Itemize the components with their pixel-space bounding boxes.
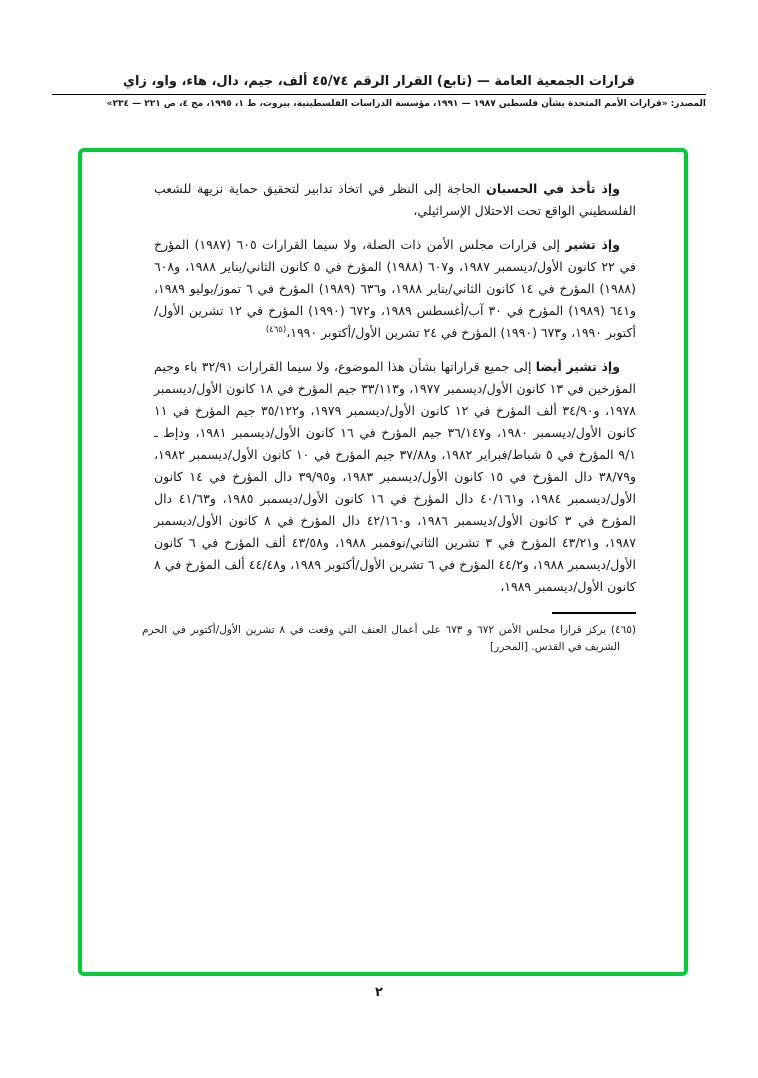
resolution-paragraph: وإذ تأخذ في الحسبان الحاجة إلى النظر في اتخاذ تدابير لتحقيق حماية نزيهة للشعب الفلسطيني الواقع تحت الاحتلال الإسرائيلي، <box>154 181 636 218</box>
footnote-text: (٤٦٥) يركز قرارا مجلس الأمن ٦٧٢ و ٦٧٣ على أعمال العنف التي وقعت في ٨ تشرين الأول/أكتوبر في الحرم الشريف في القدس. [المحرر] <box>142 624 636 653</box>
content-frame <box>78 148 688 976</box>
resolution-paragraphs <box>82 152 684 598</box>
source-citation: المصدر: «قرارات الأمم المتحدة بشأن فلسطين ١٩٨٧ — ١٩٩١، مؤسسة الدراسات الفلسطينية، بيروت، ط ١، ١٩٩٥، مج ٤، ص ٢٢١ — ٢٣٤» <box>106 99 706 109</box>
resolution-paragraph: وإذ تشير أيضا إلى جميع قراراتها بشأن هذا الموضوع، ولا سيما القرارات ٣٢/٩١ باء وجيم المؤرخين في ١٣ كانون الأول/ديسمبر ١٩٧٧، و٣٣/١١٣ جيم المؤرخ في ١٨ كانون الأول/ديسمبر ١٩٧٨، و٣٤/٩٠ ألف المؤرخ في ١٢ كانون الأول/ديسمبر ١٩٧٩، و٣٥/١٢٢ جيم المؤرخ في ١١ كانون الأول/ديسمبر ١٩٨٠، و٣٦/١٤٧ جيم المؤرخ في ١٦ كانون الأول/ديسمبر ١٩٨١، ودإط ـ ٩/١ المؤرخ في ٥ شباط/فبراير ١٩٨٢، و٣٧/٨٨ جيم المؤرخ في ١٠ كانون الأول/ديسمبر ١٩٨٢، و٣٨/٧٩ دال المؤرخ في ١٥ كانون الأول/ديسمبر ١٩٨٣، و٣٩/٩٥ دال المؤرخ في ١٤ كانون الأول/ديسمبر ١٩٨٤، و٤٠/١٦١ دال المؤرخ في ١٦ كانون الأول/ديسمبر ١٩٨٥، و٤١/٦٣ دال المؤرخ في ٣ كانون الأول/ديسمبر ١٩٨٦، و٤٢/١٦٠ دال المؤرخ في ٨ كانون الأول/ديسمبر ١٩٨٧، و٤٣/٢١ المؤرخ في ٣ تشرين الثاني/نوفمبر ١٩٨٨، و٤٣/٥٨ ألف المؤرخ في ٦ كانون الأول/ديسمبر ١٩٨٨، و٤٤/٢ المؤرخ في ٦ تشرين الأول/أكتوبر ١٩٨٩، و٤٤/٤٨ ألف المؤرخ في ٨ كانون الأول/ديسمبر ١٩٨٩، <box>154 359 637 594</box>
header-divider <box>52 94 706 95</box>
footnote-divider <box>552 612 636 614</box>
document-title: قرارات الجمعية العامة — (تابع) القرار الرقم ٤٥/٧٤ ألف، جيم، دال، هاء، واو، زاي <box>123 74 635 89</box>
paragraph-lead: وإذ تأخذ في الحسبان <box>486 181 620 196</box>
document-header <box>52 74 706 111</box>
paragraph-lead: وإذ تشير <box>565 237 620 252</box>
footnote-section <box>142 612 636 656</box>
resolution-paragraph: وإذ تشير إلى قرارات مجلس الأمن ذات الصلة، ولا سيما القرارات ٦٠٥ (١٩٨٧) المؤرخ في ٢٢ كانون الأول/ديسمبر ١٩٨٧، و٦٠٧ (١٩٨٨) المؤرخ في ٥ كانون الثاني/يناير ١٩٨٨، و٦٠٨ (١٩٨٨) المؤرخ في ١٤ كانون الثاني/يناير ١٩٨٨، و٦٣٦ (١٩٨٩) المؤرخ في ٦ تموز/يوليو ١٩٨٩، و٦٤١ (١٩٨٩) المؤرخ في ٣٠ آب/أغسطس ١٩٨٩، و٦٧٢ (١٩٩٠) المؤرخ في ١٢ تشرين الأول/أكتوبر ١٩٩٠، و٦٧٣ (١٩٩٠) المؤرخ في ٢٤ تشرين الأول/أكتوبر ١٩٩٠،$^{(٤٦٥)}$ <box>154 237 637 340</box>
paragraph-lead: وإذ تشير أيضا <box>535 359 620 374</box>
footnote-marker: (٤٦٥) <box>265 324 287 335</box>
page-number: ٢ <box>375 985 383 1000</box>
